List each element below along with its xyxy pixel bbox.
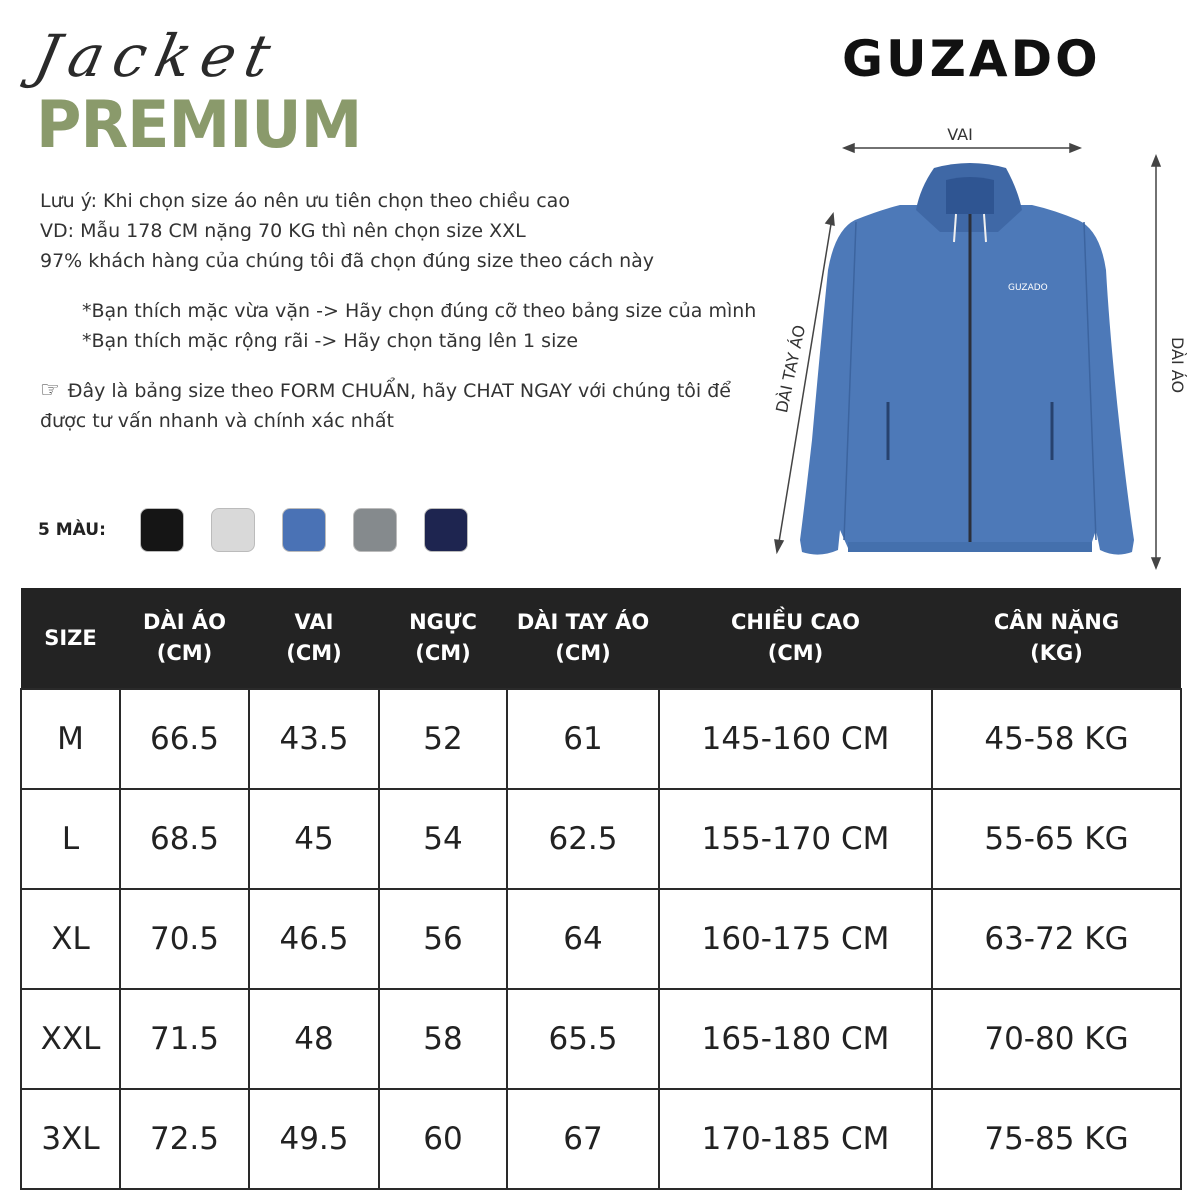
table-cell: 54 <box>379 789 507 889</box>
color-swatch-black[interactable] <box>140 508 184 552</box>
table-cell: 45-58 KG <box>932 689 1181 789</box>
color-swatch-navy[interactable] <box>424 508 468 552</box>
table-cell: 155-170 CM <box>659 789 932 889</box>
script-title: Jacket <box>28 22 287 90</box>
color-swatch-gray[interactable] <box>353 508 397 552</box>
header-dai-tay-ao: DÀI TAY ÁO (CM) <box>507 588 659 689</box>
table-cell: 65.5 <box>507 989 659 1089</box>
header-size: SIZE <box>21 588 120 689</box>
color-swatch-light-gray[interactable] <box>211 508 255 552</box>
table-cell: 63-72 KG <box>932 889 1181 989</box>
note-line-1: Lưu ý: Khi chọn size áo nên ưu tiên chọn theo chiều cao <box>40 190 570 212</box>
table-cell: 62.5 <box>507 789 659 889</box>
table-row <box>21 889 1181 989</box>
table-header-row <box>21 588 1181 689</box>
table-cell: 46.5 <box>249 889 379 989</box>
table-cell: M <box>21 689 120 789</box>
table-cell: 68.5 <box>120 789 249 889</box>
table-cell: 170-185 CM <box>659 1089 932 1189</box>
brand-logo-text: GUZADO <box>842 30 1101 88</box>
jacket-brand-print: GUZADO <box>1008 283 1048 293</box>
table-cell: 66.5 <box>120 689 249 789</box>
measure-label-vai: VAI <box>947 125 973 144</box>
jacket-illustration <box>760 110 1200 580</box>
table-cell: 71.5 <box>120 989 249 1089</box>
table-cell: 45 <box>249 789 379 889</box>
header-vai: VAI (CM) <box>249 588 379 689</box>
table-row <box>21 989 1181 1089</box>
jacket-shape <box>800 163 1134 555</box>
table-cell: 64 <box>507 889 659 989</box>
jacket-image <box>760 110 1200 580</box>
table-cell: 3XL <box>21 1089 120 1189</box>
table-cell: 56 <box>379 889 507 989</box>
note-line-2: VD: Mẫu 178 CM nặng 70 KG thì nên chọn size XXL <box>40 220 526 242</box>
measure-label-dai-ao: DÀI ÁO <box>1168 336 1187 394</box>
chat-note-text: Đây là bảng size theo FORM CHUẨN, hãy CHAT NGAY với chúng tôi để được tư vấn nhanh và chính xác nhất <box>40 380 731 432</box>
premium-title: PREMIUM <box>36 86 362 163</box>
table-cell: 75-85 KG <box>932 1089 1181 1189</box>
header-dai-ao: DÀI ÁO (CM) <box>120 588 249 689</box>
table-row <box>21 1089 1181 1189</box>
size-notes <box>40 186 770 436</box>
table-cell: 49.5 <box>249 1089 379 1189</box>
table-cell: 72.5 <box>120 1089 249 1189</box>
table-cell: 58 <box>379 989 507 1089</box>
measure-label-dai-tay: DÀI TAY ÁO <box>772 323 810 415</box>
table-row <box>21 689 1181 789</box>
colors-label: 5 MÀU: <box>38 520 106 540</box>
tip-loose: *Bạn thích mặc rộng rãi -> Hãy chọn tăng lên 1 size <box>82 330 579 352</box>
table-cell: 165-180 CM <box>659 989 932 1089</box>
size-chart-table <box>20 588 1182 1190</box>
chat-note <box>40 376 770 436</box>
table-cell: 48 <box>249 989 379 1089</box>
header-chieu-cao: CHIỀU CAO (CM) <box>659 588 932 689</box>
tip-fitted: *Bạn thích mặc vừa vặn -> Hãy chọn đúng cỡ theo bảng size của mình <box>82 300 757 322</box>
table-cell: 55-65 KG <box>932 789 1181 889</box>
table-cell: 43.5 <box>249 689 379 789</box>
table-cell: L <box>21 789 120 889</box>
table-cell: 60 <box>379 1089 507 1189</box>
header-can-nang: CÂN NẶNG (KG) <box>932 588 1181 689</box>
table-cell: XL <box>21 889 120 989</box>
table-cell: XXL <box>21 989 120 1089</box>
note-line-3: 97% khách hàng của chúng tôi đã chọn đúng size theo cách này <box>40 250 655 272</box>
table-cell: 145-160 CM <box>659 689 932 789</box>
table-cell: 70.5 <box>120 889 249 989</box>
table-row <box>21 789 1181 889</box>
color-swatch-blue[interactable] <box>282 508 326 552</box>
table-cell: 67 <box>507 1089 659 1189</box>
table-cell: 52 <box>379 689 507 789</box>
table-cell: 160-175 CM <box>659 889 932 989</box>
table-cell: 61 <box>507 689 659 789</box>
table-cell: 70-80 KG <box>932 989 1181 1089</box>
color-options <box>38 508 495 552</box>
header-nguc: NGỰC (CM) <box>379 588 507 689</box>
pointing-hand-icon: ☞ <box>40 378 60 403</box>
